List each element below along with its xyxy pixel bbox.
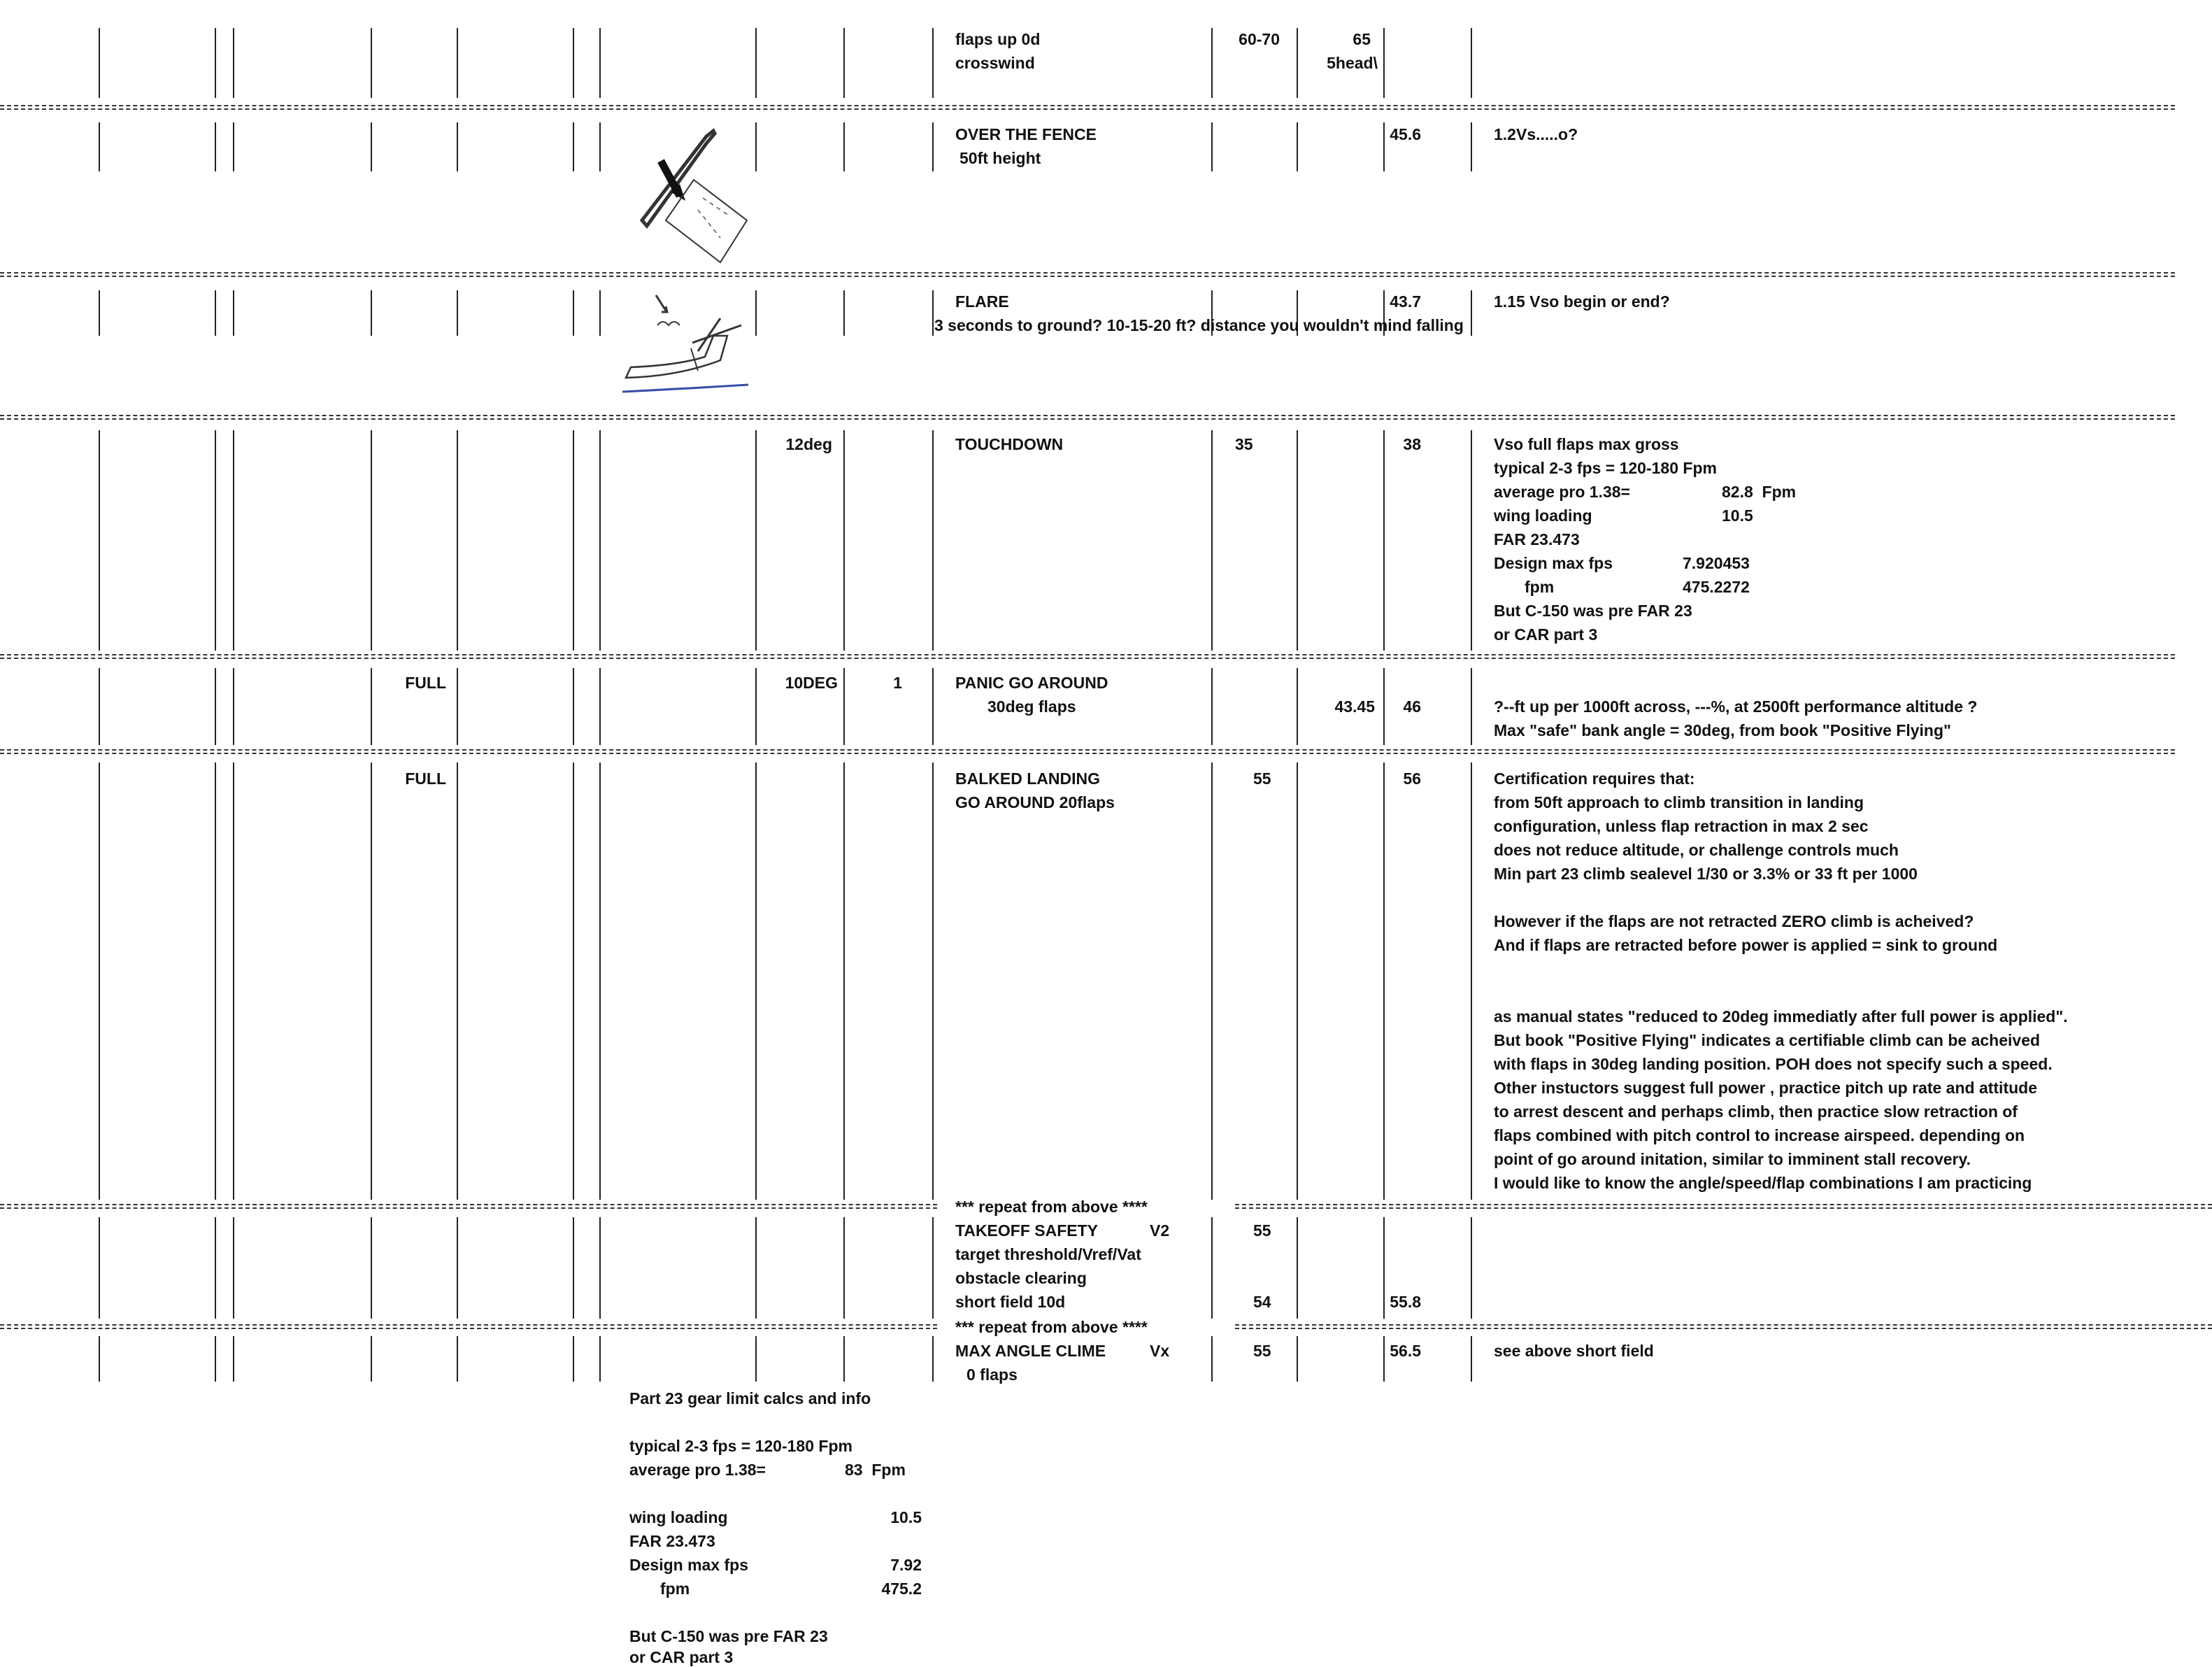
column-bar <box>233 668 234 745</box>
balked-note: But book "Positive Flying" indicates a certifiable climb can be acheived <box>1494 1031 2041 1049</box>
touchdown-note: wing loading <box>1494 506 1592 525</box>
touchdown-ias: 38 <box>1403 435 1421 453</box>
column-bar <box>755 1217 757 1319</box>
column-bar <box>99 1336 100 1382</box>
column-bar <box>371 762 372 1200</box>
column-bar <box>599 28 601 98</box>
column-bar <box>215 1217 216 1319</box>
column-bar <box>1211 668 1213 745</box>
column-bar <box>573 762 574 1200</box>
touchdown-value: 7.920453 <box>1683 554 1750 572</box>
column-bar <box>1471 1336 1472 1382</box>
column-bar <box>1471 122 1472 171</box>
panic-pitch: 10DEG <box>785 674 838 692</box>
over-fence-ias: 45.6 <box>1390 125 1421 143</box>
max-angle-speed: 55 <box>1253 1342 1271 1360</box>
column-bar <box>1297 762 1298 1200</box>
column-bar <box>457 762 458 1200</box>
column-bar <box>215 1336 216 1382</box>
flare-detail: 3 seconds to ground? 10-15-20 ft? distance you wouldn't mind falling <box>934 316 1464 334</box>
crosswind-wind: 65 <box>1353 30 1371 48</box>
row-separator <box>0 415 2175 416</box>
panic-cas: 43.45 <box>1334 697 1375 716</box>
row-separator <box>0 749 2175 751</box>
balked-note: Min part 23 climb sealevel 1/30 or 3.3% or 33 ft per 1000 <box>1494 865 1918 883</box>
balked-subtitle: GO AROUND 20flaps <box>955 793 1115 811</box>
column-bar <box>1297 1217 1298 1319</box>
panic-note: ?--ft up per 1000ft across, ---%, at 2500ft performance altitude ? <box>1494 697 1978 716</box>
column-bar <box>99 762 100 1200</box>
column-bar <box>1471 28 1472 98</box>
column-bar <box>1471 1217 1472 1319</box>
column-bar <box>1211 762 1213 1200</box>
column-bar <box>843 28 845 98</box>
column-bar <box>755 1336 757 1382</box>
column-bar <box>599 430 601 651</box>
column-bar <box>371 290 372 336</box>
gear-calcs-value: 475.2 <box>881 1580 922 1598</box>
column-bar <box>573 28 574 98</box>
touchdown-value: 475.2272 <box>1683 578 1750 596</box>
column-bar <box>599 1217 601 1319</box>
column-bar <box>1471 762 1472 1200</box>
row-separator <box>1235 1324 2212 1326</box>
column-bar <box>843 1336 845 1382</box>
gear-calcs-line: typical 2-3 fps = 120-180 Fpm <box>629 1437 852 1455</box>
column-bar <box>233 28 234 98</box>
column-bar <box>99 290 100 336</box>
row-separator <box>0 1204 937 1205</box>
column-bar <box>843 668 845 745</box>
row-separator <box>0 1324 937 1326</box>
row-separator <box>1235 1204 2212 1205</box>
crosswind-wind-note: 5head\ <box>1327 54 1378 72</box>
flare-sketch <box>615 287 755 406</box>
column-bar <box>755 28 757 98</box>
max-angle-vspeed: Vx <box>1150 1342 1170 1360</box>
column-bar <box>1471 290 1472 336</box>
max-angle-ias: 56.5 <box>1390 1342 1421 1360</box>
column-bar <box>1297 122 1298 171</box>
column-bar <box>1211 28 1213 98</box>
crosswind-label-2: crosswind <box>955 54 1035 72</box>
panic-power: FULL <box>405 674 446 692</box>
column-bar <box>371 1217 372 1319</box>
column-bar <box>1383 430 1385 651</box>
takeoff-ias: 55.8 <box>1390 1293 1421 1311</box>
takeoff-repeat: *** repeat from above **** <box>955 1198 1148 1216</box>
touchdown-pitch: 12deg <box>785 435 832 453</box>
balked-note: with flaps in 30deg landing position. POH does not specify such a speed. <box>1494 1055 2053 1073</box>
column-bar <box>599 290 601 336</box>
gear-calcs-value: 7.92 <box>890 1556 922 1574</box>
panic-note: Max "safe" bank angle = 30deg, from book "Positive Flying" <box>1494 721 1951 739</box>
column-bar <box>599 762 601 1200</box>
column-bar <box>99 28 100 98</box>
takeoff-speed: 55 <box>1253 1221 1271 1240</box>
column-bar <box>233 1336 234 1382</box>
column-bar <box>755 762 757 1200</box>
column-bar <box>371 430 372 651</box>
row-separator <box>0 272 2175 274</box>
column-bar <box>457 122 458 171</box>
flare-note: 1.15 Vso begin or end? <box>1494 292 1670 311</box>
column-bar <box>932 28 934 98</box>
column-bar <box>573 1336 574 1382</box>
touchdown-speed: 35 <box>1235 435 1253 453</box>
column-bar <box>215 290 216 336</box>
balked-note: Other instuctors suggest full power , practice pitch up rate and attitude <box>1494 1079 2037 1097</box>
panic-subtitle: 30deg flaps <box>987 697 1076 716</box>
column-bar <box>1383 762 1385 1200</box>
column-bar <box>215 28 216 98</box>
column-bar <box>573 1217 574 1319</box>
panic-title: PANIC GO AROUND <box>955 674 1108 692</box>
column-bar <box>932 1217 934 1319</box>
balked-note: configuration, unless flap retraction in max 2 sec <box>1494 817 1869 835</box>
flare-title: FLARE <box>955 292 1009 311</box>
column-bar <box>1297 668 1298 745</box>
touchdown-note: FAR 23.473 <box>1494 530 1580 548</box>
touchdown-value: 10.5 <box>1722 506 1753 525</box>
column-bar <box>233 290 234 336</box>
touchdown-note: fpm <box>1525 578 1555 596</box>
gear-calcs-line: But C-150 was pre FAR 23 <box>629 1627 828 1645</box>
balked-ias: 56 <box>1403 769 1421 788</box>
balked-note: flaps combined with pitch control to increase airspeed. depending on <box>1494 1126 2025 1144</box>
balked-speed: 55 <box>1253 769 1271 788</box>
column-bar <box>843 1217 845 1319</box>
column-bar <box>457 28 458 98</box>
gear-calcs-title: Part 23 gear limit calcs and info <box>629 1389 871 1407</box>
balked-note: from 50ft approach to climb transition in landing <box>1494 793 1864 811</box>
column-bar <box>1297 430 1298 651</box>
column-bar <box>457 430 458 651</box>
over-fence-title: OVER THE FENCE <box>955 125 1097 143</box>
panic-ias: 46 <box>1403 697 1421 716</box>
column-bar <box>843 430 845 651</box>
gear-calcs-value: 83 Fpm <box>845 1461 906 1479</box>
touchdown-note: or CAR part 3 <box>1494 625 1598 644</box>
column-bar <box>932 290 934 336</box>
column-bar <box>1211 430 1213 651</box>
gear-calcs-label: Design max fps <box>629 1556 748 1574</box>
balked-power: FULL <box>405 769 446 788</box>
column-bar <box>573 430 574 651</box>
touchdown-note: Design max fps <box>1494 554 1613 572</box>
gear-calcs-label: wing loading <box>629 1508 728 1526</box>
max-angle-subtitle: 0 flaps <box>966 1365 1018 1384</box>
column-bar <box>573 290 574 336</box>
balked-title: BALKED LANDING <box>955 769 1100 788</box>
panic-count: 1 <box>893 674 902 692</box>
column-bar <box>457 1336 458 1382</box>
column-bar <box>233 762 234 1200</box>
over-fence-subtitle: 50ft height <box>959 149 1041 167</box>
column-bar <box>215 762 216 1200</box>
column-bar <box>215 668 216 745</box>
column-bar <box>599 668 601 745</box>
column-bar <box>932 430 934 651</box>
column-bar <box>599 1336 601 1382</box>
column-bar <box>99 430 100 651</box>
touchdown-title: TOUCHDOWN <box>955 435 1064 453</box>
crosswind-speed-range: 60-70 <box>1239 30 1280 48</box>
balked-note: However if the flaps are not retracted ZERO climb is acheived? <box>1494 912 1974 930</box>
column-bar <box>573 122 574 171</box>
column-bar <box>457 668 458 745</box>
column-bar <box>932 762 934 1200</box>
column-bar <box>371 1336 372 1382</box>
column-bar <box>1471 430 1472 651</box>
column-bar <box>233 1217 234 1319</box>
gear-calcs-line: or CAR part 3 <box>629 1648 734 1666</box>
column-bar <box>1471 668 1472 745</box>
max-angle-repeat: *** repeat from above **** <box>955 1318 1148 1336</box>
balked-note: as manual states "reduced to 20deg immediatly after full power is applied". <box>1494 1007 2068 1026</box>
column-bar <box>755 430 757 651</box>
column-bar <box>99 122 100 171</box>
column-bar <box>932 122 934 171</box>
approach-sketch <box>615 122 769 269</box>
column-bar <box>99 668 100 745</box>
column-bar <box>233 122 234 171</box>
column-bar <box>457 1217 458 1319</box>
column-bar <box>99 1217 100 1319</box>
takeoff-line: obstacle clearing <box>955 1269 1087 1287</box>
column-bar <box>371 122 372 171</box>
column-bar <box>371 28 372 98</box>
gear-calcs-label: fpm <box>660 1580 690 1598</box>
balked-note: Certification requires that: <box>1494 769 1695 788</box>
column-bar <box>843 290 845 336</box>
column-bar <box>1211 1217 1213 1319</box>
gear-calcs-label: average pro 1.38= <box>629 1461 766 1479</box>
column-bar <box>932 668 934 745</box>
touchdown-value: 82.8 Fpm <box>1722 483 1797 501</box>
column-bar <box>1297 28 1298 98</box>
column-bar <box>573 668 574 745</box>
crosswind-label-1: flaps up 0d <box>955 30 1041 48</box>
balked-note: point of go around initation, similar to imminent stall recovery. <box>1494 1150 1971 1168</box>
column-bar <box>843 762 845 1200</box>
column-bar <box>215 122 216 171</box>
takeoff-vspeed: V2 <box>1150 1221 1170 1240</box>
column-bar <box>371 668 372 745</box>
column-bar <box>457 290 458 336</box>
column-bar <box>932 1336 934 1382</box>
takeoff-title: TAKEOFF SAFETY <box>955 1221 1099 1240</box>
max-angle-title: MAX ANGLE CLIME <box>955 1342 1106 1360</box>
flare-ias: 43.7 <box>1390 292 1421 311</box>
column-bar <box>215 430 216 651</box>
touchdown-note: But C-150 was pre FAR 23 <box>1494 602 1692 620</box>
column-bar <box>843 122 845 171</box>
gear-calcs-value: 10.5 <box>890 1508 922 1526</box>
takeoff-line: short field 10d <box>955 1293 1066 1311</box>
takeoff-line: target threshold/Vref/Vat <box>955 1245 1141 1263</box>
row-separator <box>0 654 2175 655</box>
row-separator <box>0 105 2175 106</box>
column-bar <box>755 290 757 336</box>
gear-calcs-line: FAR 23.473 <box>629 1532 715 1550</box>
column-bar <box>1211 122 1213 171</box>
column-bar <box>599 122 601 171</box>
max-angle-note: see above short field <box>1494 1342 1654 1360</box>
balked-note: to arrest descent and perhaps climb, then practice slow retraction of <box>1494 1102 2018 1121</box>
touchdown-note: Vso full flaps max gross <box>1494 435 1679 453</box>
touchdown-note: typical 2-3 fps = 120-180 Fpm <box>1494 459 1717 477</box>
column-bar <box>1211 1336 1213 1382</box>
column-bar <box>233 430 234 651</box>
balked-note: does not reduce altitude, or challenge controls much <box>1494 841 1899 859</box>
balked-note: I would like to know the angle/speed/flap combinations I am practicing <box>1494 1174 2032 1192</box>
touchdown-note: average pro 1.38= <box>1494 483 1630 501</box>
takeoff-speed: 54 <box>1253 1293 1271 1311</box>
over-fence-note: 1.2Vs.....o? <box>1494 125 1578 143</box>
column-bar <box>755 668 757 745</box>
column-bar <box>1297 1336 1298 1382</box>
balked-note: And if flaps are retracted before power is applied = sink to ground <box>1494 936 1998 954</box>
column-bar <box>1383 28 1385 98</box>
